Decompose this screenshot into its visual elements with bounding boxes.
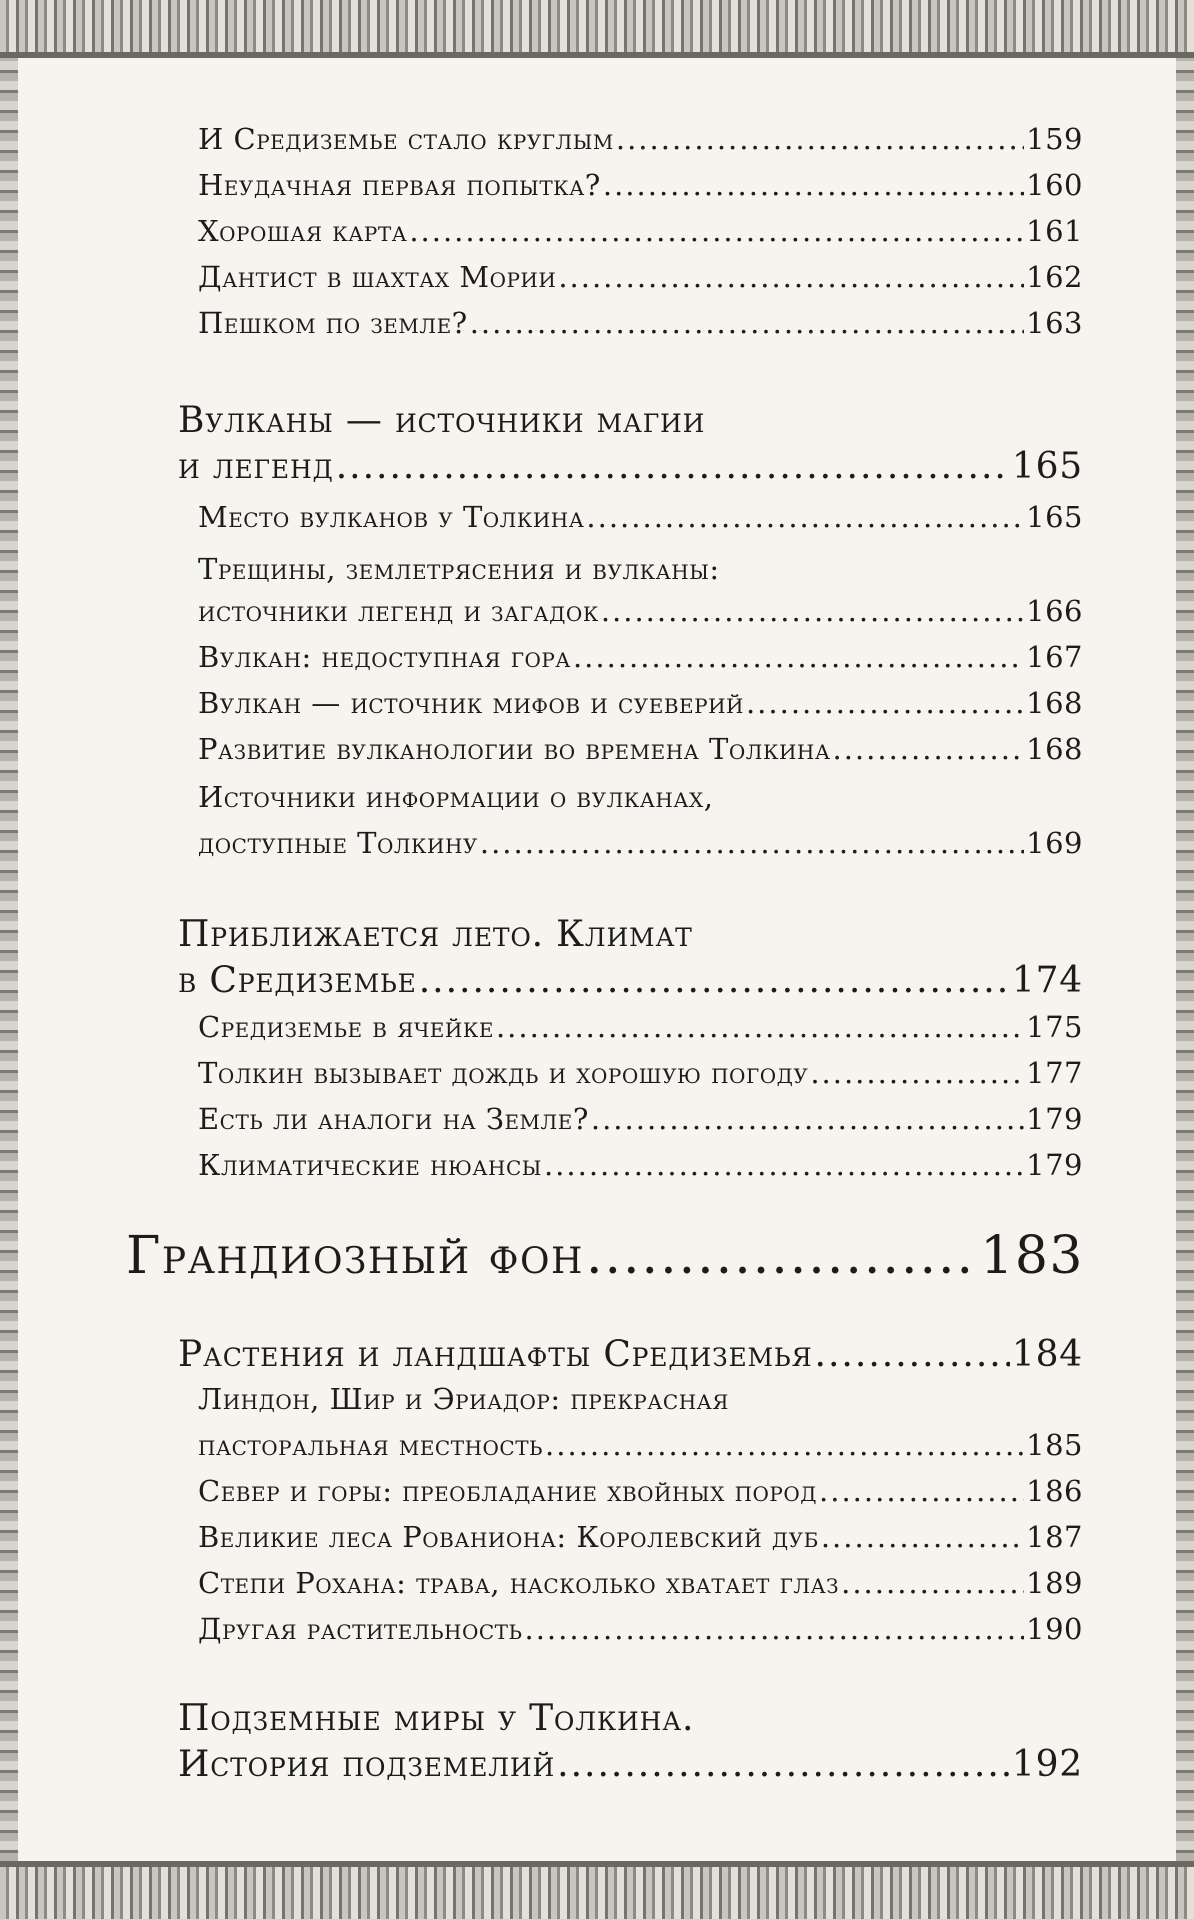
toc-entry-page: 167 [1026,640,1083,674]
toc-entry-page: 162 [1026,260,1083,294]
toc-entry [198,1056,1083,1090]
leader-dots [480,826,1024,860]
toc-entry [198,1102,1083,1136]
toc-entry [198,1566,1083,1600]
toc-entry-title: Климатические нюансы [198,1148,542,1182]
toc-entry-title: Толкин вызывает дождь и хорошую погоду [198,1056,809,1090]
toc-entry-page: 190 [1026,1612,1083,1646]
toc-entry-page: 179 [1026,1102,1083,1136]
leader-dots [810,1056,1024,1090]
toc-entry-page: 186 [1026,1474,1083,1508]
leader-dots [832,732,1024,766]
toc-entry [198,500,1083,534]
toc-entry-title-line2: доступные Толкину [198,826,478,860]
toc-entry-title-line2: пасторальная местность [198,1428,544,1462]
toc-entry-title: Север и горы: преобладание хвойных пород [198,1474,818,1508]
leader-dots [558,260,1024,294]
leader-dots [746,686,1024,720]
toc-entry-page: 184 [1011,1334,1083,1375]
leader-dots [586,1226,978,1286]
toc-entry-page: 161 [1026,214,1083,248]
toc-section-title-line2: и легенд [178,446,334,487]
leader-dots [601,594,1024,628]
leader-dots [544,1148,1024,1182]
leader-dots [821,1520,1024,1554]
toc-section [178,1744,1083,1785]
leader-dots [819,1474,1024,1508]
toc-entry-title-line2: источники легенд и загадок [198,594,599,628]
toc-entry-title: Пешком по земле? [198,306,468,340]
leader-dots [409,214,1024,248]
toc-entry [198,594,1083,628]
toc-entry [198,640,1083,674]
toc-section [178,1334,1083,1375]
toc-section-title-line1: Вулканы — источники магии [178,400,706,441]
leader-dots [496,1010,1024,1044]
toc-entry-page: 189 [1026,1566,1083,1600]
toc-section-title-line2: в Средиземье [178,960,417,1001]
toc-entry-title-line1: Трещины, землетрясения и вулканы: [198,552,720,586]
leader-dots [616,122,1024,156]
toc-entry [198,826,1083,860]
leader-dots [841,1566,1024,1600]
toc-entry [198,122,1083,156]
toc-entry-title: Вулкан — источник мифов и суеверий [198,686,744,720]
toc-entry-page: 185 [1026,1428,1083,1462]
toc-entry [198,214,1083,248]
toc-entry [198,1474,1083,1508]
toc-entry-page: 175 [1026,1010,1083,1044]
toc-entry-page: 160 [1026,168,1083,202]
leader-dots [470,306,1024,340]
toc-entry [198,260,1083,294]
toc-part-title: Грандиозный фон [126,1226,584,1286]
leader-dots [586,500,1024,534]
toc-entry-title: Хорошая карта [198,214,408,248]
toc-entry-page: 177 [1026,1056,1083,1090]
leader-dots [591,1102,1024,1136]
leader-dots [336,446,1010,487]
leader-dots [557,1744,1010,1785]
toc-section [178,446,1083,487]
toc-entry-page: 159 [1026,122,1083,156]
leader-dots [525,1612,1025,1646]
toc-entry [198,1520,1083,1554]
leader-dots [545,1428,1024,1462]
toc-section-title: Растения и ландшафты Средиземья [178,1334,813,1375]
toc-entry-page: 169 [1026,826,1083,860]
toc-entry-page: 166 [1026,594,1083,628]
toc-entry-page: 174 [1011,960,1083,1001]
toc-entry-page: 165 [1026,500,1083,534]
toc-section-title-line1: Подземные миры у Толкина. [178,1698,695,1739]
toc-entry-page: 168 [1026,686,1083,720]
toc-section [178,960,1083,1001]
toc-entry-title: Степи Рохана: трава, насколько хватает глаз [198,1566,840,1600]
toc-entry-title: Вулкан: недоступная гора [198,640,571,674]
toc-entry [198,1612,1083,1646]
toc-entry-title: Развитие вулканологии во времена Толкина [198,732,831,766]
toc-entry-title: Средиземье в ячейке [198,1010,494,1044]
leader-dots [815,1334,1010,1375]
toc-entry-title: Дантист в шахтах Мории [198,260,557,294]
toc-entry-page: 165 [1011,446,1083,487]
toc-entry-title: Неудачная первая попытка? [198,168,601,202]
toc-entry [198,732,1083,766]
toc-entry-page: 187 [1026,1520,1083,1554]
toc-entry-title: Другая растительность [198,1612,523,1646]
toc-section-title-line1: Приближается лето. Климат [178,914,693,955]
toc-entry [198,1010,1083,1044]
leader-dots [603,168,1024,202]
toc-entry-title: Место вулканов у Толкина [198,500,585,534]
toc-section-title-line2: История подземелий [178,1744,556,1785]
toc-entry [198,168,1083,202]
toc-entry-page: 163 [1026,306,1083,340]
toc-entry-title: И Средиземье стало круглым [198,122,614,156]
leader-dots [419,960,1010,1001]
toc-entry-page: 179 [1026,1148,1083,1182]
toc-entry [198,306,1083,340]
leader-dots [573,640,1024,674]
toc-entry-page: 192 [1011,1744,1083,1785]
toc-entry-page: 183 [980,1226,1084,1286]
toc-entry-title-line1: Источники информации о вулканах, [198,780,714,814]
toc-entry [198,686,1083,720]
toc-entry [198,1148,1083,1182]
toc-entry-page: 168 [1026,732,1083,766]
toc-entry-title: Великие леса Рованиона: Королевский дуб [198,1520,819,1554]
toc-entry-title-line1: Линдон, Шир и Эриадор: прекрасная [198,1382,729,1416]
toc-part [126,1226,1084,1286]
toc-entry-title: Есть ли аналоги на Земле? [198,1102,589,1136]
toc-entry [198,1428,1083,1462]
